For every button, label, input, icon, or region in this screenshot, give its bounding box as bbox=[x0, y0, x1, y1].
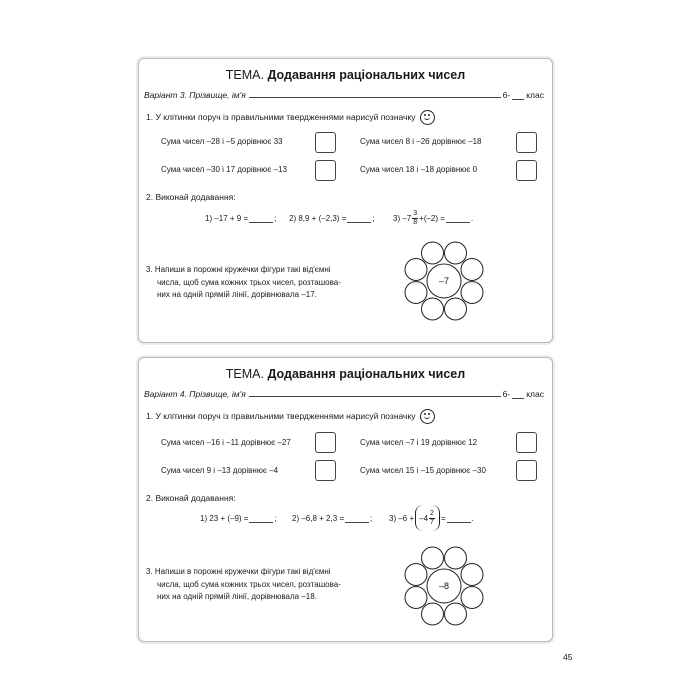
grade-blank[interactable] bbox=[512, 398, 524, 399]
expression-1: 1) 23 + (–9) = ; bbox=[200, 513, 277, 523]
statement-4: Сума чисел 15 і –15 дорівнює –30 bbox=[360, 466, 486, 475]
grade-blank[interactable] bbox=[512, 99, 524, 100]
empty-circle[interactable] bbox=[422, 242, 444, 264]
empty-circle[interactable] bbox=[405, 564, 427, 586]
variant-label: Варіант 3. Прізвище, ім'я bbox=[144, 90, 246, 100]
card-title: ТЕМА. Додавання раціональних чисел bbox=[225, 68, 466, 82]
task-1-instruction: 1. У клітинки поруч із правильними твердженнями нарисуй позначку bbox=[146, 409, 435, 424]
empty-circle[interactable] bbox=[445, 547, 467, 569]
empty-circle[interactable] bbox=[422, 298, 444, 320]
checkbox-1[interactable] bbox=[315, 132, 336, 153]
task-1-instruction: 1. У клітинки поруч із правильними твердженнями нарисуй позначку bbox=[146, 110, 435, 125]
checkbox-3[interactable] bbox=[315, 460, 336, 481]
answer-blank-3[interactable] bbox=[446, 214, 470, 223]
name-line bbox=[144, 389, 544, 399]
task-3-instruction: 3. Напиши в порожні кружечки фігури такі від'ємні числа, щоб сума кожних трьох чисел, розташова- них на одній прямій лінії, дорівнювала –18. bbox=[146, 567, 341, 601]
expression-2: 2) –6,8 + 2,3 = ; bbox=[292, 513, 373, 523]
checkbox-2[interactable] bbox=[516, 132, 537, 153]
empty-circle[interactable] bbox=[422, 603, 444, 625]
variant-label: Варіант 4. Прізвище, ім'я bbox=[144, 389, 246, 399]
smiley-icon bbox=[420, 409, 435, 424]
statement-3: Сума чисел –30 і 17 дорівнює –13 bbox=[161, 165, 287, 174]
checkbox-3[interactable] bbox=[315, 160, 336, 181]
empty-circle[interactable] bbox=[461, 259, 483, 281]
statement-4: Сума чисел 18 і –18 дорівнює 0 bbox=[360, 165, 478, 174]
answer-blank-1[interactable] bbox=[249, 514, 273, 523]
answer-blank-2[interactable] bbox=[345, 514, 369, 523]
fraction: $\frac{3}{8}$ bbox=[413, 209, 418, 226]
answer-blank-1[interactable] bbox=[249, 214, 273, 223]
center-value: –7 bbox=[438, 276, 450, 286]
empty-circle[interactable] bbox=[422, 547, 444, 569]
expression-3: 3) –6 + –4 $\frac{2}{7}$ = . bbox=[389, 503, 474, 533]
task-2-instruction: 2. Виконай додавання: bbox=[146, 192, 236, 202]
empty-circle[interactable] bbox=[445, 298, 467, 320]
empty-circle[interactable] bbox=[461, 564, 483, 586]
grade-suffix: клас bbox=[526, 389, 544, 399]
fraction: $\frac{2}{7}$ bbox=[430, 509, 434, 526]
card-title: ТЕМА. Додавання раціональних чисел bbox=[225, 367, 466, 381]
grade-suffix: клас bbox=[526, 90, 544, 100]
task-2-instruction: 2. Виконай додавання: bbox=[146, 493, 236, 503]
empty-circle[interactable] bbox=[445, 603, 467, 625]
statement-3: Сума чисел 9 і –13 дорівнює –4 bbox=[161, 466, 279, 475]
expression-1: 1) –17 + 9 = ; bbox=[205, 213, 277, 223]
parenthesis-group: –4 $\frac{2}{7}$ bbox=[415, 505, 440, 531]
smiley-icon bbox=[420, 110, 435, 125]
checkbox-1[interactable] bbox=[315, 432, 336, 453]
statement-2: Сума чисел 8 і –26 дорівнює –18 bbox=[360, 137, 482, 146]
task-3-instruction: 3. Напиши в порожні кружечки фігури такі від'ємні числа, щоб сума кожних трьох чисел, розташова- них на одній прямій лінії, дорівнювала –17. bbox=[146, 265, 341, 299]
checkbox-4[interactable] bbox=[516, 160, 537, 181]
grade-prefix: 6- bbox=[502, 90, 511, 100]
empty-circle[interactable] bbox=[405, 282, 427, 304]
checkbox-4[interactable] bbox=[516, 460, 537, 481]
name-blank[interactable] bbox=[249, 96, 501, 98]
worksheet-card-variant-3 bbox=[138, 58, 553, 343]
circle-figure bbox=[404, 546, 484, 626]
worksheet-card-variant-4 bbox=[138, 357, 553, 642]
empty-circle[interactable] bbox=[461, 587, 483, 609]
expression-2: 2) 8,9 + (–2,3) = ; bbox=[289, 213, 375, 223]
empty-circle[interactable] bbox=[445, 242, 467, 264]
answer-blank-3[interactable] bbox=[447, 514, 471, 523]
name-line bbox=[144, 90, 544, 100]
empty-circle[interactable] bbox=[405, 259, 427, 281]
answer-blank-2[interactable] bbox=[347, 214, 371, 223]
circle-figure bbox=[404, 241, 484, 321]
empty-circle[interactable] bbox=[405, 587, 427, 609]
statement-2: Сума чисел –7 і 19 дорівнює 12 bbox=[360, 438, 478, 447]
empty-circle[interactable] bbox=[461, 282, 483, 304]
expression-3: 3) –7 $\frac{3}{8}$ +(–2) = . bbox=[393, 209, 474, 226]
statement-1: Сума чисел –28 і –5 дорівнює 33 bbox=[161, 137, 283, 146]
name-blank[interactable] bbox=[249, 395, 501, 397]
page-number: 45 bbox=[563, 652, 573, 662]
checkbox-2[interactable] bbox=[516, 432, 537, 453]
statement-1: Сума чисел –16 і –11 дорівнює –27 bbox=[161, 438, 291, 447]
grade-prefix: 6- bbox=[502, 389, 511, 399]
center-value: –8 bbox=[438, 581, 450, 591]
